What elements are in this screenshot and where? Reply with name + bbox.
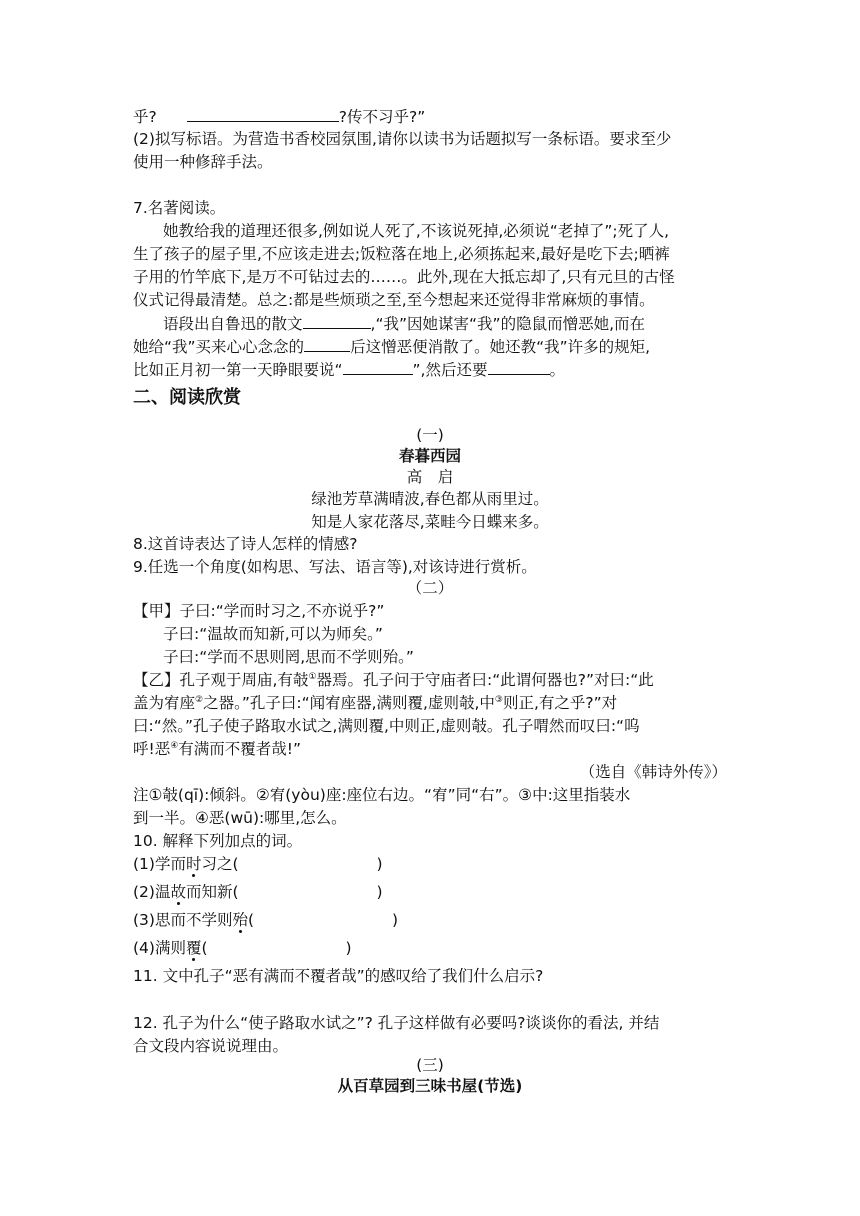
jia-line: 子曰:“温故而知新,可以为师矣。” bbox=[163, 625, 383, 643]
q10-item: (4)满则覆( ) bbox=[133, 939, 352, 957]
q7-passage-line: 子用的竹竿底下,是万不可钻过去的……。此外,现在大抵忘却了,只有元旦的古怪 bbox=[133, 268, 675, 286]
q6-2-line2: 使用一种修辞手法。 bbox=[133, 153, 273, 171]
q9: 9.任选一个角度(如构思、写法、语言等),对该诗进行赏析。 bbox=[133, 558, 537, 576]
dotted-word: 时 bbox=[185, 855, 202, 873]
answer-blank[interactable] bbox=[303, 312, 371, 329]
footnote-line: 到一半。④恶(wū):哪里,怎么。 bbox=[133, 809, 347, 827]
jia-line: 【甲】子曰:“学而时习之,不亦说乎?” bbox=[133, 602, 385, 620]
q10: 10. 解释下列加点的词。 bbox=[133, 832, 303, 850]
answer-blank[interactable] bbox=[488, 358, 550, 375]
poem-author: 高 启 bbox=[406, 468, 454, 486]
q10-item: (2)温故而知新( ) bbox=[133, 883, 383, 901]
poem-title: 春暮西园 bbox=[398, 447, 461, 465]
dotted-word: 故 bbox=[170, 883, 186, 901]
q7-passage-line: 生了孩子的屋子里,不应该走进去;饭粒落在地上,必须拣起来,最好是吃下去;晒裤 bbox=[133, 245, 670, 263]
answer-blank[interactable] bbox=[343, 358, 413, 375]
footnote-mark: ② bbox=[195, 694, 204, 705]
q7-title: 7.名著阅读。 bbox=[133, 199, 226, 217]
answer-blank[interactable] bbox=[187, 105, 339, 122]
poem-line: 绿池芳草满晴波,春色都从雨里过。 bbox=[311, 490, 549, 508]
footnote-mark: ④ bbox=[170, 740, 179, 751]
footnote-mark: ① bbox=[308, 671, 317, 682]
passage-title: 从百草园到三味书屋(节选) bbox=[337, 1077, 523, 1095]
q7-question-line3: 比如正月初一第一天睁眼要说“ ”,然后还要 。 bbox=[133, 358, 565, 381]
poem-line: 知是人家花落尽,菜畦今日蝶来多。 bbox=[311, 513, 549, 531]
q8: 8.这首诗表达了诗人怎样的情感? bbox=[133, 535, 358, 553]
q12-line1: 12. 孔子为什么“使子路取水试之”? 孔子这样做有必要吗?谈谈你的看法, 并结 bbox=[133, 1014, 660, 1032]
q7-passage-line: 仪式记得最清楚。总之:都是些烦琐之至,至今想起来还觉得非常麻烦的事情。 bbox=[133, 291, 655, 309]
part-label: (三) bbox=[416, 1056, 444, 1074]
dotted-word: 覆 bbox=[185, 939, 202, 957]
q10-item: (3)思而不学则殆( ) bbox=[133, 911, 399, 929]
q7-question-line2: 她给“我”买来心心念念的 后这憎恶便消散了。她还教“我”许多的规矩, bbox=[133, 335, 650, 358]
q7-passage-line: 她教给我的道理还很多,例如说人死了,不该说死掉,必须说“老掉了”;死了人, bbox=[163, 222, 669, 240]
q6-2-line1: (2)拟写标语。为营造书香校园氛围,请你以读书为话题拟写一条标语。要求至少 bbox=[133, 130, 672, 148]
part-label: (一) bbox=[416, 426, 444, 444]
q11: 11. 文中孔子“恶有满而不覆者哉”的感叹给了我们什么启示? bbox=[133, 967, 544, 985]
q12-line2: 合文段内容说说理由。 bbox=[133, 1037, 289, 1055]
source-citation: （选自《韩诗外传》） bbox=[579, 763, 727, 781]
footnote-line: 注①攲(qī):倾斜。②宥(yòu)座:座位右边。“宥”同“右”。③中:这里指装水 bbox=[133, 786, 631, 804]
answer-blank[interactable] bbox=[304, 335, 350, 352]
yi-line: 曰:“然。”孔子使子路取水试之,满则覆,中则正,虚则攲。孔子喟然而叹曰:“呜 bbox=[133, 717, 640, 735]
q6-1-tail-line: 乎? ?传不习乎?” bbox=[133, 105, 425, 128]
yi-line: 呼!恶④有满而不覆者哉!” bbox=[133, 740, 302, 758]
q7-question-line1: 语段出自鲁迅的散文 ,“我”因她谋害“我”的隐鼠而憎恶她,而在 bbox=[163, 312, 645, 335]
section-heading: 二、阅读欣赏 bbox=[133, 387, 241, 408]
footnote-mark: ③ bbox=[494, 694, 503, 705]
q10-item: (1)学而时习之( ) bbox=[133, 855, 383, 873]
yi-line: 盖为宥座②之器。”孔子曰:“闻宥座器,满则覆,虚则攲,中③则正,有之乎?”对 bbox=[133, 694, 618, 712]
part-label: （二） bbox=[406, 579, 454, 597]
dotted-word: 殆 bbox=[232, 911, 248, 929]
yi-line: 【乙】孔子观于周庙,有攲①器焉。孔子问于守庙者曰:“此谓何器也?”对曰:“此 bbox=[133, 671, 654, 689]
jia-line: 子曰:“学而不思则罔,思而不学则殆。” bbox=[163, 648, 414, 666]
